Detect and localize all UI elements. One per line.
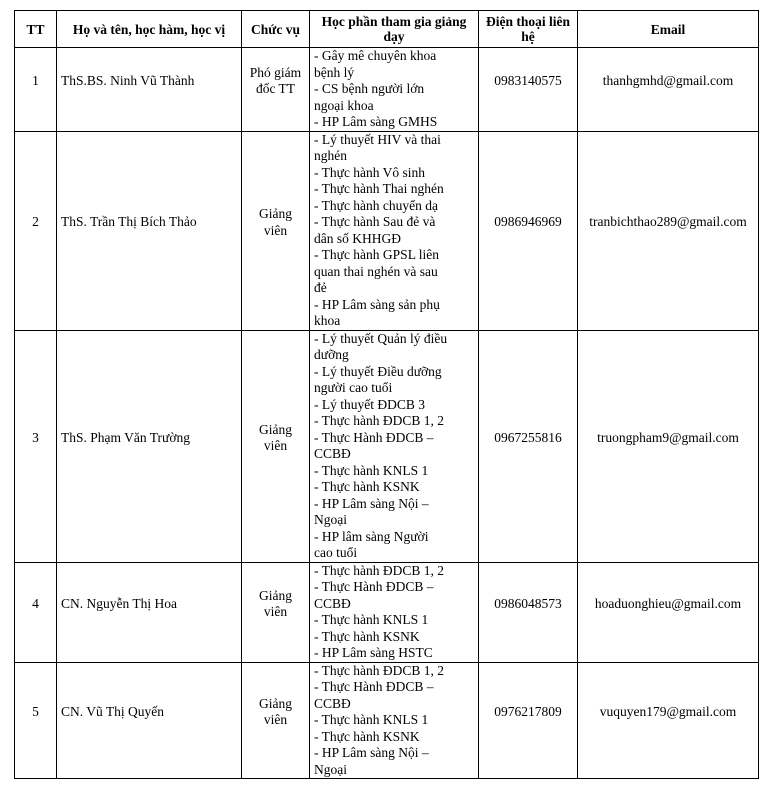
course-item: CCBĐ: [314, 595, 351, 611]
email-address-text: thanhgmhd@gmail.com: [602, 73, 734, 88]
course-item: - HP lâm sàng Người: [314, 528, 429, 544]
lecturer-role: [242, 562, 310, 662]
row-number-text: 1: [32, 73, 39, 88]
lecturer-name-text: CN. Vũ Thị Quyến: [61, 704, 165, 719]
table-row: [15, 330, 759, 562]
table-row: [15, 131, 759, 330]
table-header: [15, 11, 759, 48]
phone-number-text: 0986946969: [494, 214, 562, 230]
phone-number-text: 0967255816: [494, 429, 562, 445]
course-item: - Thực hành chuyển dạ: [314, 197, 439, 213]
lecturer-role-text: Giảng viên: [259, 587, 292, 619]
header-row: [15, 11, 759, 48]
course-item: - Thực hành ĐDCB 1, 2: [314, 562, 445, 578]
course-item: - Thực hành GPSL liên: [314, 247, 440, 262]
email-address-text: hoaduonghieu@gmail.com: [594, 595, 742, 611]
row-number-text: 4: [32, 595, 39, 611]
course-item: - Thực Hành ĐDCB –: [314, 679, 434, 694]
table-row: [15, 48, 759, 132]
lecturer-name: [57, 662, 242, 779]
lecturer-role-text: Giảng viên: [259, 206, 292, 238]
course-item: - HP Lâm sàng HSTC: [314, 645, 433, 660]
table-body: [15, 48, 759, 779]
course-item: CCBĐ: [314, 695, 351, 711]
lecturer-name: [57, 562, 242, 662]
course-item: Ngoại: [314, 761, 347, 777]
course-item: người cao tuổi: [314, 380, 393, 395]
course-item: - Lý thuyết Điều dưỡng: [314, 363, 442, 379]
email-address: [578, 330, 759, 562]
course-item: - Lý thuyết HIV và thai: [314, 131, 441, 147]
course-item: - Thực hành Thai nghén: [314, 181, 444, 196]
course-item: cao tuổi: [314, 545, 358, 560]
course-item: - Thực Hành ĐDCB –: [314, 429, 434, 445]
course-item: dưỡng: [314, 347, 349, 362]
course-item: khoa: [314, 313, 341, 328]
table-row: [15, 562, 759, 662]
course-item: - Thực hành Sau đẻ và: [314, 214, 436, 229]
course-list: [310, 48, 479, 132]
lecturer-name-text: ThS. Trần Thị Bích Thảo: [61, 214, 197, 230]
row-number: [15, 562, 57, 662]
row-number: [15, 330, 57, 562]
lecturer-role-text: Giảng viên: [259, 695, 292, 728]
course-item: - Thực hành KNLS 1: [314, 462, 429, 478]
lecturer-name: [57, 131, 242, 330]
phone-number: [479, 48, 578, 132]
course-item: - Thực hành Vô sinh: [314, 164, 426, 180]
course-list: [310, 131, 479, 330]
course-item: - HP Lâm sàng Nội –: [314, 495, 429, 511]
phone-number: [479, 330, 578, 562]
course-item: - Thực hành ĐDCB 1, 2: [314, 413, 445, 428]
course-item: - Thực hành KSNK: [314, 628, 420, 644]
header-phone: Điện thoại liên hệ: [479, 11, 578, 48]
course-item: ngoại khoa: [314, 97, 374, 113]
email-address: [578, 662, 759, 779]
course-item: đẻ: [314, 280, 327, 295]
course-item: - Gây mê chuyên khoa: [314, 48, 437, 63]
staff-table: [14, 10, 759, 779]
lecturer-role: [242, 662, 310, 779]
email-address: [578, 48, 759, 132]
row-number: [15, 48, 57, 132]
course-list: [310, 562, 479, 662]
course-item: - Thực Hành ĐDCB –: [314, 579, 434, 594]
header-courses: Học phần tham gia giảng dạy: [310, 11, 479, 48]
course-item: - HP Lâm sàng Nội –: [314, 745, 429, 760]
phone-number: [479, 662, 578, 779]
lecturer-role: [242, 330, 310, 562]
row-number-text: 3: [32, 429, 39, 445]
row-number: [15, 662, 57, 779]
course-item: - Thực hành KNLS 1: [314, 612, 429, 627]
course-item: - Thực hành KNLS 1: [314, 712, 429, 727]
row-number: [15, 131, 57, 330]
lecturer-name-text: ThS.BS. Ninh Vũ Thành: [61, 73, 195, 88]
email-address: [578, 131, 759, 330]
phone-number-text: 0986048573: [494, 595, 562, 611]
phone-number: [479, 131, 578, 330]
lecturer-name: [57, 330, 242, 562]
table-row: [15, 662, 759, 779]
lecturer-name-text: ThS. Phạm Văn Trường: [61, 429, 190, 445]
row-number-text: 2: [32, 214, 39, 230]
lecturer-role: [242, 48, 310, 132]
email-address-text: truongpham9@gmail.com: [597, 429, 739, 445]
email-address-text: vuquyen179@gmail.com: [599, 704, 737, 719]
course-item: - Thực hành ĐDCB 1, 2: [314, 662, 445, 678]
course-item: Ngoại: [314, 512, 347, 527]
phone-number-text: 0976217809: [494, 704, 562, 719]
email-address-text: tranbichthao289@gmail.com: [589, 214, 747, 230]
course-item: nghén: [314, 148, 347, 163]
course-item: - Lý thuyết Quản lý điều: [314, 330, 448, 346]
course-item: - Thực hành KSNK: [314, 728, 420, 744]
header-role: Chức vụ: [242, 11, 310, 48]
lecturer-role-text: Phó giám đốc TT: [249, 64, 302, 97]
course-item: quan thai nghén và sau: [314, 263, 438, 279]
phone-number: [479, 562, 578, 662]
lecturer-name-text: CN. Nguyễn Thị Hoa: [61, 595, 177, 611]
email-address: [578, 562, 759, 662]
course-list: [310, 330, 479, 562]
header-tt: TT: [15, 11, 57, 48]
course-item: - HP Lâm sàng sản phụ: [314, 296, 440, 312]
lecturer-role: [242, 131, 310, 330]
course-item: bệnh lý: [314, 64, 355, 80]
course-item: - CS bệnh người lớn: [314, 81, 425, 96]
course-item: - HP Lâm sàng GMHS: [314, 114, 438, 129]
row-number-text: 5: [32, 704, 39, 719]
header-name: Họ và tên, học hàm, học vị: [57, 11, 242, 48]
header-email: Email: [578, 11, 759, 48]
course-item: - Lý thuyết ĐDCB 3: [314, 396, 425, 412]
phone-number-text: 0983140575: [494, 73, 562, 88]
lecturer-name: [57, 48, 242, 132]
course-list: [310, 662, 479, 779]
lecturer-role-text: Giảng viên: [259, 421, 292, 453]
course-item: CCBĐ: [314, 446, 351, 461]
course-item: dân số KHHGĐ: [314, 230, 401, 246]
course-item: - Thực hành KSNK: [314, 479, 420, 494]
